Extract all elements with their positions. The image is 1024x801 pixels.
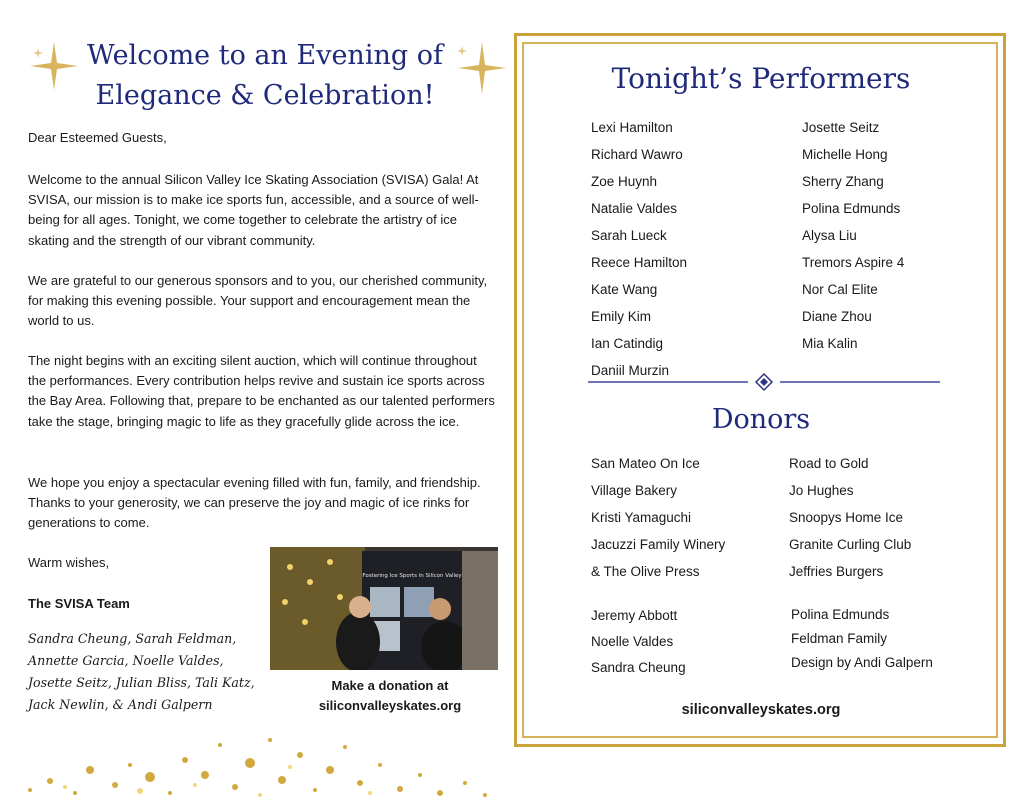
- donors-column-1: [591, 450, 725, 585]
- performer-name: Sarah Lueck: [591, 228, 667, 243]
- sparkle-icon: [452, 40, 508, 96]
- gold-confetti-decoration: [20, 715, 500, 801]
- performer-name: Alysa Liu: [802, 228, 857, 243]
- donor-name: Jacuzzi Family Winery: [591, 537, 726, 552]
- performer-name: Zoe Huynh: [591, 174, 658, 189]
- signer-line: Annette Garcia, Noelle Valdes,: [28, 653, 224, 668]
- donate-line: Make a donation at: [331, 678, 449, 693]
- performer-name: Lexi Hamilton: [591, 120, 673, 135]
- welcome-title: [80, 36, 450, 116]
- donor-name: Kristi Yamaguchi: [591, 510, 692, 525]
- performer-name: Tremors Aspire 4: [802, 255, 905, 270]
- performer-name: Sherry Zhang: [802, 174, 884, 189]
- performer-name: Reece Hamilton: [591, 255, 688, 270]
- performer-name: Polina Edmunds: [802, 201, 901, 216]
- paragraph: We hope you enjoy a spectacular evening filled with fun, family, and friendship. Thanks to your generosity, we can preserve the joy and magic of ice rinks for generations to come.: [28, 475, 481, 531]
- paragraph: The night begins with an exciting silent auction, which will continue throughout the performances. Every contribution helps revive and sustain ice sports across the Bay Area. Following that, prepare to be enchanted as our talented performers take the stage, bringing magic to life as they gracefully glide across the ice.: [28, 353, 495, 429]
- paragraph: We are grateful to our generous sponsors and to you, our cherished community, for making this evening possible. Your support and encouragement mean the world to us.: [28, 273, 488, 329]
- donor-name: Jeremy Abbott: [591, 608, 678, 623]
- donor-name: Jo Hughes: [789, 483, 854, 498]
- performer-name: Michelle Hong: [802, 147, 888, 162]
- donor-name: & The Olive Press: [591, 564, 700, 579]
- performers-title: Tonight’s Performers: [611, 62, 911, 95]
- signer-line: Jack Newlin, & Andi Galpern: [28, 697, 213, 712]
- donor-name: Snoopys Home Ice: [789, 510, 904, 525]
- ornamental-divider: [588, 372, 940, 392]
- performer-name: Ian Catindig: [591, 336, 664, 351]
- performer-name: Diane Zhou: [802, 309, 872, 324]
- performer-name: Josette Seitz: [802, 120, 880, 135]
- donor-name: Sandra Cheung: [591, 660, 686, 675]
- performer-name: Nor Cal Elite: [802, 282, 878, 297]
- performer-name: Emily Kim: [591, 309, 651, 324]
- donor-name: Design by Andi Galpern: [791, 655, 933, 670]
- donate-link[interactable]: siliconvalleyskates.org: [318, 698, 462, 713]
- donor-name: Polina Edmunds: [791, 607, 890, 622]
- salutation: Dear Esteemed Guests,: [28, 130, 167, 145]
- donor-name: Granite Curling Club: [789, 537, 912, 552]
- donor-name: Feldman Family: [791, 631, 888, 646]
- donor-name: Road to Gold: [789, 456, 869, 471]
- donors-title: Donors: [711, 404, 811, 435]
- performer-name: Mia Kalin: [802, 336, 858, 351]
- title-line-1: Welcome to an Evening of: [87, 40, 443, 71]
- signer-line: Sandra Cheung, Sarah Feldman,: [28, 631, 237, 646]
- donor-name: Noelle Valdes: [591, 634, 674, 649]
- performer-name: Daniil Murzin: [591, 363, 670, 378]
- closing: Warm wishes,: [28, 555, 110, 570]
- performer-name: Natalie Valdes: [591, 201, 678, 216]
- donor-name: Village Bakery: [591, 483, 678, 498]
- donors-column-2b: [791, 603, 933, 675]
- performer-name: Kate Wang: [591, 282, 658, 297]
- donate-callout: [290, 676, 490, 716]
- signers-list: [28, 628, 268, 716]
- team-signature: The SVISA Team: [28, 596, 130, 611]
- performer-name: Richard Wawro: [591, 147, 683, 162]
- paragraph: Welcome to the annual Silicon Valley Ice Skating Association (SVISA) Gala! At SVISA, our mission is to make ice sports fun, accessible, and a source of well-being for all ages. Tonight, we come together to celebrate the artistry of ice skating and the strength of our vibrant community.: [28, 172, 479, 248]
- performers-column-1: [591, 114, 687, 384]
- donor-name: San Mateo On Ice: [591, 456, 700, 471]
- event-photo: [270, 547, 498, 670]
- donor-name: Jeffries Burgers: [789, 564, 884, 579]
- signer-line: Josette Seitz, Julian Bliss, Tali Katz,: [28, 675, 255, 690]
- website-link[interactable]: siliconvalleyskates.org: [681, 702, 841, 718]
- donors-column-2: [789, 450, 911, 585]
- photo-banner-text: Fostering Ice Sports in Silicon Valley: [362, 573, 462, 579]
- performers-column-2: [802, 114, 904, 357]
- sparkle-icon: [28, 40, 80, 92]
- title-line-2: Elegance & Celebration!: [95, 80, 435, 111]
- donors-column-1b: [591, 603, 686, 681]
